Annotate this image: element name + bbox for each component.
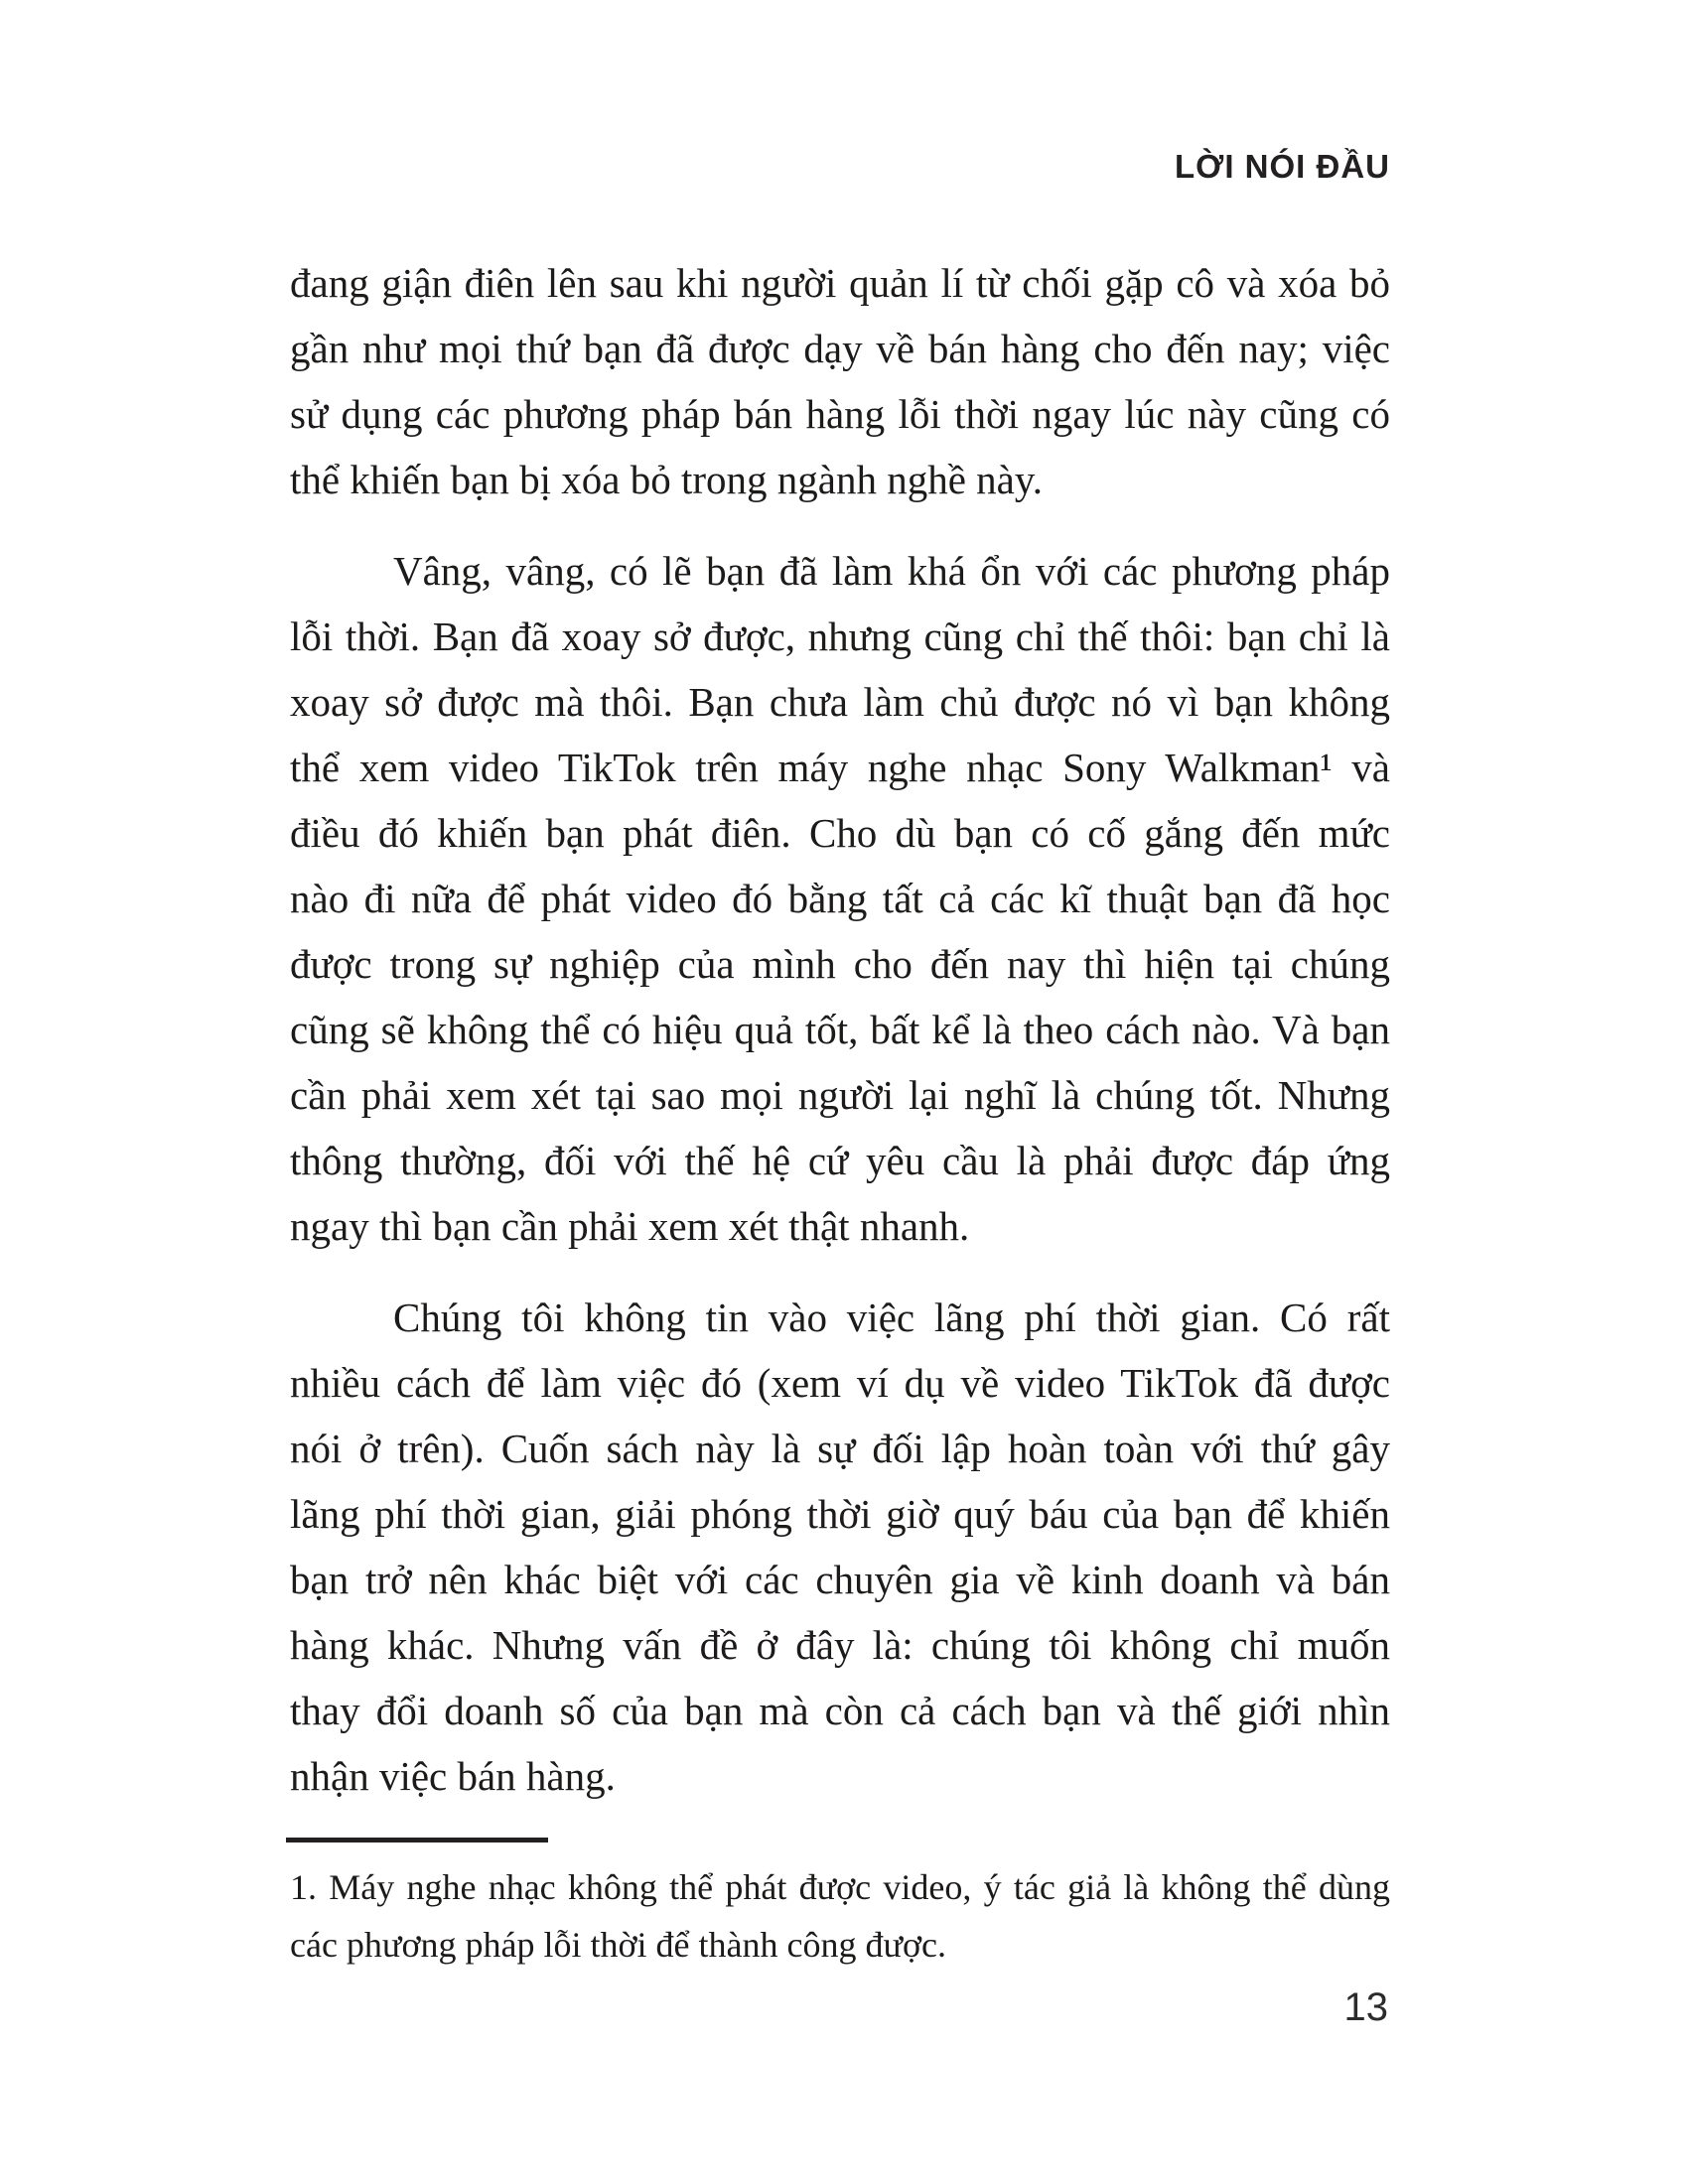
text-line: thể khiến bạn bị xóa bỏ trong ngành nghề này. bbox=[290, 457, 1043, 502]
text-line: đang giận điên lên sau khi người quản lí từ chối gặp cô và xóa bỏ bbox=[290, 260, 1390, 306]
footnote-separator-rule bbox=[286, 1838, 548, 1843]
text-line: các phương pháp lỗi thời để thành công được. bbox=[290, 1925, 946, 1965]
running-head-chapter-title: LỜI NÓI ĐẦU bbox=[1175, 148, 1390, 185]
paragraph bbox=[290, 538, 1390, 1259]
text-line: xoay sở được mà thôi. Bạn chưa làm chủ được nó vì bạn không bbox=[290, 679, 1390, 725]
text-line: thể xem video TikTok trên máy nghe nhạc Sony Walkman¹ và bbox=[290, 745, 1390, 790]
text-line: được trong sự nghiệp của mình cho đến nay thì hiện tại chúng bbox=[290, 941, 1390, 987]
text-line: nói ở trên). Cuốn sách này là sự đối lập hoàn toàn với thứ gây bbox=[290, 1426, 1390, 1471]
text-line: nhiều cách để làm việc đó (xem ví dụ về video TikTok đã được bbox=[290, 1360, 1390, 1406]
text-line: hàng khác. Nhưng vấn đề ở đây là: chúng tôi không chỉ muốn bbox=[290, 1622, 1390, 1668]
page-number: 13 bbox=[1343, 1985, 1388, 2029]
text-line: cũng sẽ không thể có hiệu quả tốt, bất kể là theo cách nào. Và bạn bbox=[290, 1007, 1390, 1052]
text-line: lãng phí thời gian, giải phóng thời giờ quý báu của bạn để khiến bbox=[290, 1491, 1390, 1537]
text-line: thay đổi doanh số của bạn mà còn cả cách bạn và thế giới nhìn bbox=[290, 1688, 1390, 1733]
text-line: bạn trở nên khác biệt với các chuyên gia về kinh doanh và bán bbox=[290, 1557, 1390, 1602]
text-line: gần như mọi thứ bạn đã được dạy về bán hàng cho đến nay; việc bbox=[290, 326, 1390, 371]
text-line: Chúng tôi không tin vào việc lãng phí thời gian. Có rất bbox=[393, 1295, 1390, 1340]
text-line: lỗi thời. Bạn đã xoay sở được, nhưng cũng chỉ thế thôi: bạn chỉ là bbox=[290, 614, 1390, 659]
paragraph bbox=[290, 1285, 1390, 1809]
text-line: cần phải xem xét tại sao mọi người lại nghĩ là chúng tốt. Nhưng bbox=[290, 1072, 1390, 1118]
text-line: ngay thì bạn cần phải xem xét thật nhanh. bbox=[290, 1203, 970, 1249]
text-line: điều đó khiến bạn phát điên. Cho dù bạn có cố gắng đến mức bbox=[290, 810, 1390, 856]
body-text-block bbox=[290, 250, 1390, 1809]
text-line: sử dụng các phương pháp bán hàng lỗi thời ngay lúc này cũng có bbox=[290, 391, 1390, 437]
text-line: nhận việc bán hàng. bbox=[290, 1753, 616, 1799]
paragraph bbox=[290, 250, 1390, 512]
text-line: 1. Máy nghe nhạc không thể phát được video, ý tác giả là không thể dùng bbox=[290, 1867, 1390, 1907]
text-line: Vâng, vâng, có lẽ bạn đã làm khá ổn với các phương pháp bbox=[393, 548, 1390, 594]
footnote-block bbox=[290, 1858, 1390, 1974]
text-line: thông thường, đối với thế hệ cứ yêu cầu là phải được đáp ứng bbox=[290, 1138, 1390, 1183]
paragraph bbox=[290, 1858, 1390, 1974]
text-line: nào đi nữa để phát video đó bằng tất cả các kĩ thuật bạn đã học bbox=[290, 876, 1390, 921]
